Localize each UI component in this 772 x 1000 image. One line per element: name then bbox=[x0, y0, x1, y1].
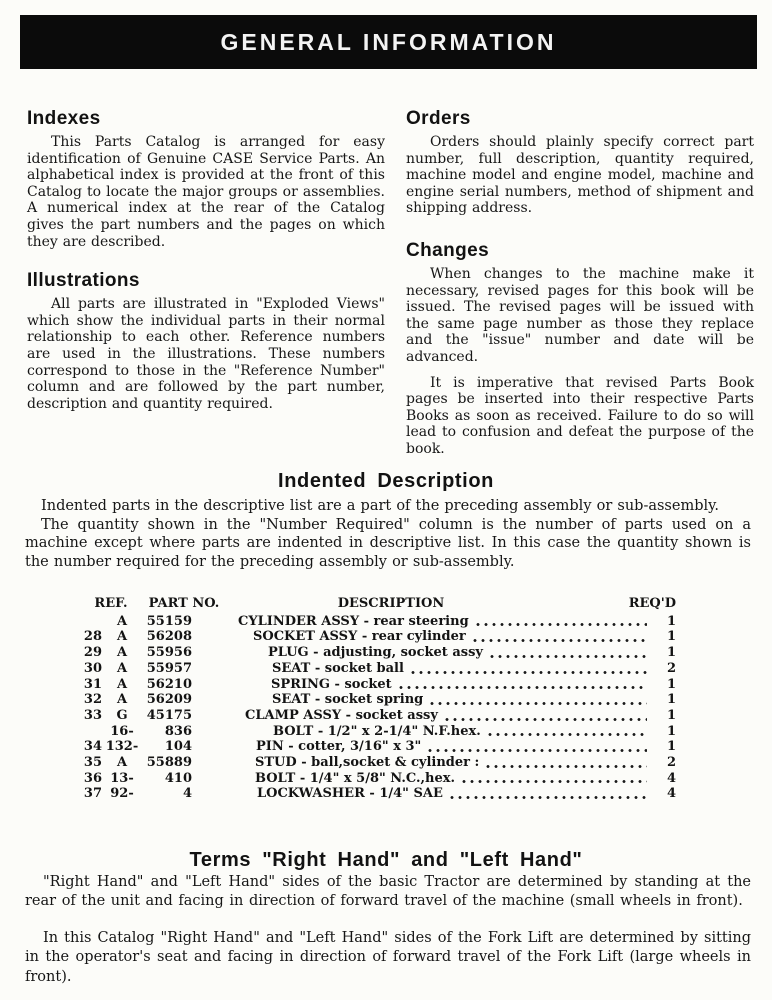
req-cell: 1 bbox=[666, 629, 676, 645]
req-cell: 1 bbox=[666, 739, 676, 755]
req-cell: 1 bbox=[666, 707, 676, 723]
part-number-cell: 410 bbox=[164, 770, 192, 786]
terms-para-2: In this Catalog "Right Hand" and "Left Hand" sides of the Fork Lift are determined by sitting in the operator's seat and facing in direction of forward travel of the Fork Lift (large wheels in front). bbox=[25, 929, 751, 985]
dotted-leader bbox=[473, 638, 647, 643]
part-prefix-cell: A bbox=[116, 692, 128, 708]
changes-para-2: It is imperative that revised Parts Book pages be inserted into their respective Parts Books as soon as received. Failure to do so will lead to confusion and defeat the purpose of the book. bbox=[406, 374, 754, 457]
table-row bbox=[80, 755, 676, 771]
part-prefix-cell: 16- bbox=[110, 723, 134, 739]
orders-body: Orders should plainly specify correct part number, full description, quantity required, machine model and engine model, machine and engine serial numbers, method of shipment and shipping address. bbox=[406, 134, 754, 217]
req-cell: 1 bbox=[666, 613, 676, 629]
req-cell: 1 bbox=[666, 676, 676, 692]
description-cell: PIN - cotter, 3/16" x 3" bbox=[256, 739, 422, 755]
part-prefix-cell: A bbox=[116, 629, 128, 645]
dotted-leader bbox=[430, 701, 647, 706]
description-cell: SOCKET ASSY - rear cylinder bbox=[253, 629, 466, 645]
indented-description-para-1: Indented parts in the descriptive list are a part of the preceding assembly or sub-assembly. bbox=[41, 498, 720, 514]
part-number-cell: 56208 bbox=[146, 629, 192, 645]
part-prefix-cell: 13- bbox=[110, 770, 134, 786]
dotted-leader bbox=[486, 764, 647, 769]
ref-cell: 32 bbox=[83, 692, 102, 708]
section-heading-orders: Orders bbox=[406, 108, 471, 129]
table-row bbox=[80, 645, 676, 661]
description-cell: SEAT - socket ball bbox=[272, 660, 404, 676]
req-cell: 2 bbox=[666, 660, 676, 676]
part-prefix-cell: A bbox=[116, 676, 128, 692]
table-row bbox=[80, 629, 676, 645]
parts-table bbox=[80, 596, 676, 802]
part-prefix-cell: A bbox=[116, 645, 128, 661]
ref-cell: 34 bbox=[83, 739, 102, 755]
req-cell: 4 bbox=[666, 770, 676, 786]
indented-description-body bbox=[25, 497, 751, 571]
dotted-leader bbox=[490, 654, 647, 659]
description-cell: BOLT - 1/2" x 2-1/4" N.F.hex. bbox=[273, 723, 481, 739]
description-cell: LOCKWASHER - 1/4" SAE bbox=[257, 786, 443, 802]
part-number-cell: 836 bbox=[164, 723, 192, 739]
dotted-leader bbox=[411, 670, 647, 675]
description-cell: CLAMP ASSY - socket assy bbox=[245, 707, 438, 723]
part-number-cell: 55889 bbox=[146, 755, 192, 771]
right-column bbox=[406, 108, 754, 458]
part-prefix-cell: A bbox=[116, 613, 128, 629]
changes-para-1: When changes to the machine make it necessary, revised pages for this book will be issued. The revised pages will be issued with the same page number as those they replace and the "issue" number and date will be advanced. bbox=[406, 265, 754, 365]
description-cell: CYLINDER ASSY - rear steering bbox=[238, 613, 469, 629]
page-header-bar bbox=[20, 15, 757, 69]
illustrations-body: All parts are illustrated in "Exploded Views" which show the individual parts in their normal relationship to each other. Reference numbers are used in the illustrations. These numbers correspond to those in the "Reference Number" column and are followed by the part number, description and quantity required. bbox=[27, 296, 385, 412]
column-header-reqd: REQ'D bbox=[628, 596, 676, 611]
description-cell: SPRING - socket bbox=[271, 676, 392, 692]
req-cell: 1 bbox=[666, 692, 676, 708]
ref-cell: 36 bbox=[83, 770, 102, 786]
part-number-cell: 56210 bbox=[146, 676, 192, 692]
ref-cell: 35 bbox=[83, 755, 102, 771]
ref-cell: 29 bbox=[83, 645, 102, 661]
ref-cell: 30 bbox=[83, 660, 102, 676]
dotted-leader bbox=[428, 748, 647, 753]
section-heading-terms: Terms "Right Hand" and "Left Hand" bbox=[189, 849, 583, 871]
table-row bbox=[80, 786, 676, 802]
dotted-leader bbox=[450, 795, 647, 800]
ref-cell: 37 bbox=[83, 786, 102, 802]
dotted-leader bbox=[488, 732, 647, 737]
part-prefix-cell: G bbox=[116, 707, 128, 723]
part-prefix-cell: 132- bbox=[105, 739, 139, 755]
ref-cell: 28 bbox=[83, 629, 102, 645]
table-row bbox=[80, 677, 676, 693]
indented-description-para-2: The quantity shown in the "Number Required" column is the number of parts used on a machine except where parts are indented in descriptive list. In this case the quantity shown is the number required for the preceding assembly or sub-assembly. bbox=[25, 516, 751, 570]
description-cell: BOLT - 1/4" x 5/8" N.C.,hex. bbox=[255, 770, 456, 786]
part-prefix-cell: A bbox=[116, 755, 128, 771]
part-number-cell: 56209 bbox=[146, 692, 192, 708]
page-title: GENERAL INFORMATION bbox=[220, 28, 557, 55]
ref-cell: 33 bbox=[83, 707, 102, 723]
req-cell: 4 bbox=[666, 786, 676, 802]
req-cell: 1 bbox=[666, 645, 676, 661]
table-row bbox=[80, 771, 676, 787]
part-number-cell: 55957 bbox=[146, 660, 192, 676]
column-header-description: DESCRIPTION bbox=[337, 596, 445, 611]
description-cell: PLUG - adjusting, socket assy bbox=[268, 645, 483, 661]
part-number-cell: 55159 bbox=[146, 613, 192, 629]
part-number-cell: 4 bbox=[182, 786, 192, 802]
dotted-leader bbox=[476, 622, 647, 627]
part-number-cell: 55956 bbox=[146, 645, 192, 661]
part-number-cell: 45175 bbox=[146, 707, 192, 723]
dotted-leader bbox=[462, 779, 647, 784]
dotted-leader bbox=[445, 717, 647, 722]
description-cell: STUD - ball,socket & cylinder : bbox=[255, 755, 480, 771]
parts-table-rows bbox=[80, 614, 676, 802]
req-cell: 2 bbox=[666, 755, 676, 771]
table-row bbox=[80, 739, 676, 755]
terms-body bbox=[25, 873, 751, 987]
table-row bbox=[80, 661, 676, 677]
table-row bbox=[80, 692, 676, 708]
table-row bbox=[80, 614, 676, 630]
req-cell: 1 bbox=[666, 723, 676, 739]
section-heading-changes: Changes bbox=[406, 239, 490, 261]
left-column bbox=[27, 108, 385, 412]
section-heading-indented-description: Indented Description bbox=[278, 470, 494, 492]
column-header-ref: REF. bbox=[94, 596, 128, 611]
part-number-cell: 104 bbox=[164, 739, 192, 755]
terms-para-1: "Right Hand" and "Left Hand" sides of the basic Tractor are determined by standing at the rear of the unit and facing in direction of forward travel of the machine (small wheels in front). bbox=[25, 874, 751, 910]
indexes-body: This Parts Catalog is arranged for easy identification of Genuine CASE Service Parts. An alphabetical index is provided at the front of this Catalog to locate the major groups or assemblies. A numerical index at the rear of the Catalog gives the part numbers and the pages on which they are described. bbox=[27, 134, 385, 250]
table-row bbox=[80, 724, 676, 740]
column-header-part-no: PART NO. bbox=[148, 596, 220, 611]
ref-cell: 31 bbox=[83, 676, 102, 692]
section-heading-illustrations: Illustrations bbox=[27, 270, 140, 292]
section-heading-indexes: Indexes bbox=[27, 108, 101, 129]
table-row bbox=[80, 708, 676, 724]
dotted-leader bbox=[399, 685, 647, 690]
part-prefix-cell: A bbox=[116, 660, 128, 676]
description-cell: SEAT - socket spring bbox=[272, 692, 424, 708]
part-prefix-cell: 92- bbox=[110, 786, 134, 802]
parts-table-header bbox=[80, 596, 676, 612]
